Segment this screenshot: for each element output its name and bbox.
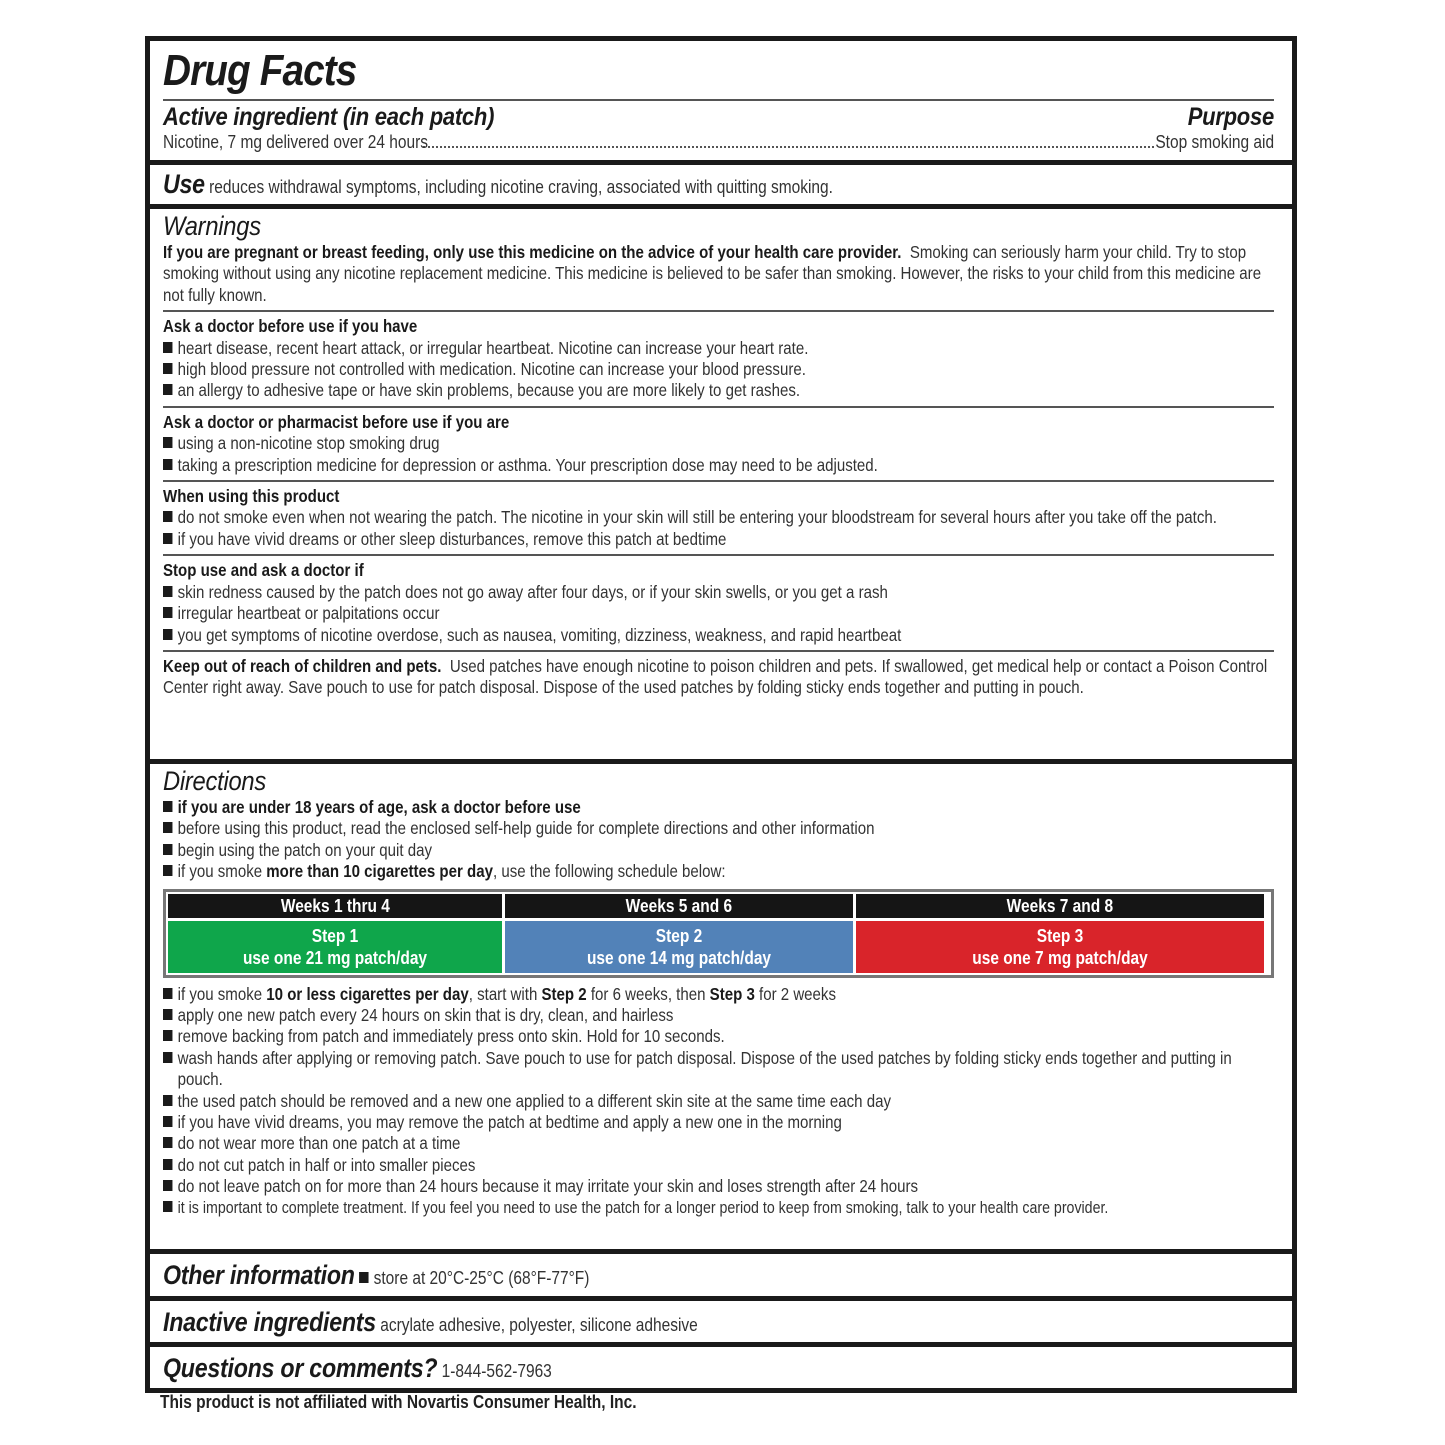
divider xyxy=(163,554,1274,556)
section-heading: Ask a doctor before use if you have xyxy=(163,316,418,337)
schedule-step-1: Step 1 use one 21 mg patch/day xyxy=(168,921,502,973)
page-title: Drug Facts xyxy=(163,46,357,95)
inactive-ingredients-heading: Inactive ingredients xyxy=(163,1307,376,1337)
warning-section-when-using xyxy=(163,486,1274,550)
purpose-text: Stop smoking aid xyxy=(1155,132,1274,152)
bullet-icon xyxy=(163,607,172,618)
purpose-heading: Purpose xyxy=(1187,103,1274,131)
pregnancy-warning-text: Smoking can seriously harm your child. Try to stop smoking without using any nicotine replacement medicine. This medicine is believed to be safer than smoking. However, the risks to your child from this medicine are not fully known. xyxy=(163,242,1262,305)
active-ingredient-heading: Active ingredient (in each patch) xyxy=(163,103,495,131)
bullet-icon xyxy=(163,1201,172,1212)
section-heading: Stop use and ask a doctor if xyxy=(163,560,364,581)
active-ingredient-panel xyxy=(145,36,1297,160)
bullet-icon xyxy=(359,1272,368,1283)
list-item: if you have vivid dreams or other sleep disturbances, remove this patch at bedtime xyxy=(163,529,1271,550)
use-heading: Use xyxy=(163,169,205,199)
warnings-heading: Warnings xyxy=(163,211,261,241)
bullet-icon xyxy=(163,1030,172,1041)
list-item: do not leave patch on for more than 24 hours because it may irritate your skin and loses strength after 24 hours xyxy=(163,1176,1271,1197)
list-item: before using this product, read the enclosed self-help guide for complete directions and other information xyxy=(163,818,1271,839)
bullet-icon xyxy=(163,1052,172,1063)
warning-section-stop-use xyxy=(163,560,1274,646)
warning-section-ask-doctor xyxy=(163,316,1274,402)
bullet-icon xyxy=(163,801,172,812)
list-item: if you smoke more than 10 cigarettes per day, use the following schedule below: xyxy=(163,861,1271,882)
list-item: using a non-nicotine stop smoking drug xyxy=(163,433,1271,454)
bullet-icon xyxy=(163,1009,172,1020)
list-item: taking a prescription medicine for depression or asthma. Your prescription dose may need to be adjusted. xyxy=(163,455,1271,476)
bullet-icon xyxy=(163,459,172,470)
list-item: do not cut patch in half or into smaller pieces xyxy=(163,1155,1271,1176)
section-heading: Ask a doctor or pharmacist before use if you are xyxy=(163,411,510,432)
schedule-step-2: Step 2 use one 14 mg patch/day xyxy=(505,921,853,973)
list-item: the used patch should be removed and a new one applied to a different skin site at the same time each day xyxy=(163,1091,1271,1112)
inactive-ingredients-text: acrylate adhesive, polyester, silicone adhesive xyxy=(380,1315,698,1335)
schedule-header-weeks-7-8: Weeks 7 and 8 xyxy=(856,894,1264,918)
bullet-icon xyxy=(163,1180,172,1191)
list-item: an allergy to adhesive tape or have skin problems, because you are more likely to get rashes. xyxy=(163,380,1271,401)
bullet-icon xyxy=(163,511,172,522)
use-text: reduces withdrawal symptoms, including nicotine craving, associated with quitting smoking. xyxy=(209,177,833,197)
bullet-icon xyxy=(163,342,172,353)
divider xyxy=(163,406,1274,408)
directions-heading: Directions xyxy=(163,766,267,796)
list-item: wash hands after applying or removing patch. Save pouch to use for patch disposal. Dispose of the used patches by folding sticky ends together and putting in pouch. xyxy=(163,1048,1271,1091)
section-heading: When using this product xyxy=(163,486,340,507)
divider xyxy=(163,480,1274,482)
pregnancy-warning-bold: If you are pregnant or breast feeding, only use this medicine on the advice of your health care provider. xyxy=(163,242,902,262)
disclaimer-footer: This product is not affiliated with Novartis Consumer Health, Inc. xyxy=(160,1392,637,1412)
questions-heading: Questions or comments? xyxy=(163,1353,438,1383)
bullet-icon xyxy=(163,629,172,640)
list-item: apply one new patch every 24 hours on skin that is dry, clean, and hairless xyxy=(163,1005,1271,1026)
other-information-text: store at 20°C-25°C (68°F-77°F) xyxy=(373,1268,590,1288)
list-item: if you have vivid dreams, you may remove the patch at bedtime and apply a new one in the morning xyxy=(163,1112,1271,1133)
warning-section-ask-pharmacist xyxy=(163,412,1274,476)
list-item: you get symptoms of nicotine overdose, such as nausea, vomiting, dizziness, weakness, and rapid heartbeat xyxy=(163,625,1271,646)
list-item: do not smoke even when not wearing the patch. The nicotine in your skin will still be entering your bloodstream for several hours after you take off the patch. xyxy=(163,507,1271,528)
list-item: heart disease, recent heart attack, or irregular heartbeat. Nicotine can increase your heart rate. xyxy=(163,338,1271,359)
list-item: if you are under 18 years of age, ask a doctor before use xyxy=(163,797,1271,818)
bullet-icon xyxy=(163,363,172,374)
warnings-panel xyxy=(145,204,1297,759)
bullet-icon xyxy=(163,822,172,833)
dosing-schedule-table xyxy=(163,889,1274,978)
bullet-icon xyxy=(163,865,172,876)
divider xyxy=(163,310,1274,312)
bullet-icon xyxy=(163,437,172,448)
schedule-step-3: Step 3 use one 7 mg patch/day xyxy=(856,921,1264,973)
directions-panel xyxy=(145,759,1297,1249)
bullet-icon xyxy=(163,384,172,395)
list-item: it is important to complete treatment. If you feel you need to use the patch for a longer period to keep from smoking, talk to your health care provider. xyxy=(163,1198,1271,1219)
bullet-icon xyxy=(163,1095,172,1106)
questions-panel xyxy=(145,1342,1297,1393)
bullet-icon xyxy=(163,1159,172,1170)
bullet-icon xyxy=(163,1116,172,1127)
list-item: do not wear more than one patch at a time xyxy=(163,1133,1271,1154)
drug-facts-label xyxy=(145,36,1297,1393)
divider xyxy=(163,650,1274,652)
list-item: high blood pressure not controlled with medication. Nicotine can increase your blood pressure. xyxy=(163,359,1271,380)
questions-phone: 1-844-562-7963 xyxy=(441,1361,552,1381)
inactive-ingredients-panel xyxy=(145,1296,1297,1342)
divider xyxy=(163,99,1274,101)
ingredient-name: Nicotine, 7 mg delivered over 24 hours xyxy=(163,132,429,152)
dot-leader xyxy=(423,146,1154,148)
bullet-icon xyxy=(163,1137,172,1148)
bullet-icon xyxy=(163,586,172,597)
list-item: skin redness caused by the patch does not go away after four days, or if your skin swells, or you get a rash xyxy=(163,582,1271,603)
bullet-icon xyxy=(163,844,172,855)
list-item: if you smoke 10 or less cigarettes per day, start with Step 2 for 6 weeks, then Step 3 for 2 weeks xyxy=(163,984,1271,1005)
keep-out-of-reach: Keep out of reach of children and pets. Used patches have enough nicotine to poison children and pets. If swallowed, get medical help or contact a Poison Control Center right away. Save pouch to use for patch disposal. Dispose of the used patches by folding sticky ends together and putting in pouch. xyxy=(163,655,1268,698)
bullet-icon xyxy=(163,988,172,999)
schedule-header-weeks-5-6: Weeks 5 and 6 xyxy=(505,894,853,918)
list-item: remove backing from patch and immediately press onto skin. Hold for 10 seconds. xyxy=(163,1026,1271,1047)
other-information-heading: Other information xyxy=(163,1260,355,1290)
schedule-header-weeks-1-4: Weeks 1 thru 4 xyxy=(168,894,502,918)
list-item: begin using the patch on your quit day xyxy=(163,840,1271,861)
use-panel xyxy=(145,160,1297,204)
list-item: irregular heartbeat or palpitations occur xyxy=(163,603,1271,624)
other-information-panel xyxy=(145,1249,1297,1296)
bullet-icon xyxy=(163,533,172,544)
